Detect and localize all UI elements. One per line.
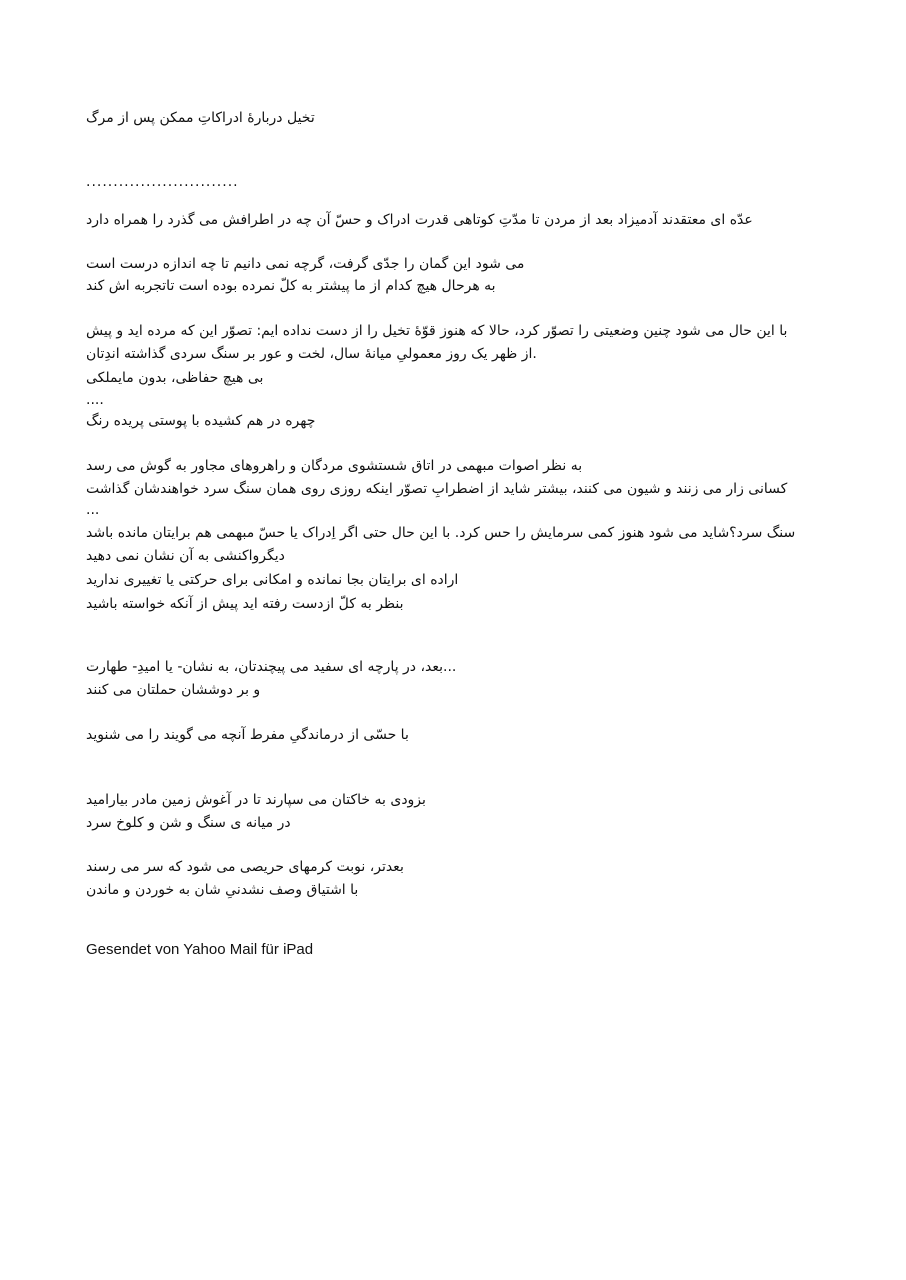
poem-line: بی هیچ حفاظی، بدون مایملکی: [86, 370, 264, 386]
poem-line: ...بعد، در پارچه ای سفید می پیچندتان، به نشان- یا امیدِ- طهارت: [86, 659, 457, 675]
poem-line: چهره در هم کشیده با پوستی پریده رنگ: [86, 413, 316, 429]
poem-line: سنگ سرد؟شاید می شود هنوز کمی سرمایش را حس کرد. با این حال حتی اگر اِدراک یا حسّ مبهمی هم برایتان مانده باشد: [86, 525, 796, 541]
poem-line: با اشتیاق وصف نشدنیِ شان به خوردن و ماندن: [86, 882, 359, 898]
poem-line: بزودی به خاکتان می سپارند تا در آغوش زمین مادر بیارامید: [86, 792, 426, 808]
poem-line: به هرحال هیچ کدام از ما پیشتر به کلّ نمرده بوده است تاتجربه اش کند: [86, 278, 496, 294]
email-signature: Gesendet von Yahoo Mail für iPad: [86, 941, 314, 958]
poem-line: به نظر اصوات مبهمی در اتاق شستشوی مردگان و راهروهای مجاور به گوش می رسد: [86, 458, 583, 474]
ellipsis-line: ...: [86, 502, 100, 518]
poem-line: و بر دوششان حملتان می کنند: [86, 682, 261, 698]
separator-dots: ............................: [86, 174, 239, 190]
poem-line: می شود این گمان را جدّی گرفت، گرچه نمی دانیم تا چه اندازه درست است: [86, 256, 525, 272]
poem-line: با این حال می شود چنین وضعیتی را تصوّر کرد، حالا که هنوز قوّهٔ تخیل را از دست نداده ایم: تصوّر این که مرده اید و پیش: [86, 323, 788, 339]
ellipsis-line: ....: [86, 392, 104, 408]
poem-line: با حسّی از درماندگیِ مفرط آنچه می گویند را می شنوید: [86, 727, 409, 743]
document-title: تخیل دربارهٔ ادراکاتِ ممکن پس از مرگ: [86, 110, 315, 126]
poem-line: در میانه ی سنگ و شن و کلوخ سرد: [86, 815, 291, 831]
poem-line: اراده ای برایتان بجا نمانده و امکانی برای حرکتی یا تغییری ندارید: [86, 572, 459, 588]
poem-line: بنظر به کلّ ازدست رفته اید پیش از آنکه خواسته باشید: [86, 596, 404, 612]
poem-line: بعدتر، نوبت کرمهای حریصی می شود که سر می رسند: [86, 859, 404, 875]
poem-line: کسانی زار می زنند و شیون می کنند، بیشتر شاید از اضطرابِ تصوّر اینکه روزی روی همان سنگ سرد خواهندشان گذاشت: [86, 481, 788, 497]
poem-line: دیگرواکنشی به آن نشان نمی دهید: [86, 548, 285, 564]
poem-line: .از ظهر یک روز معمولیِ میانهٔ سال، لخت و عور بر سنگ سردی گذاشته اندِتان: [86, 346, 537, 362]
poem-line: عدّه ای معتقدند آدمیزاد بعد از مردن تا مدّتِ کوتاهی قدرت ادراک و حسّ آن چه در اطرافش می گذرد را همراه دارد: [86, 212, 753, 228]
